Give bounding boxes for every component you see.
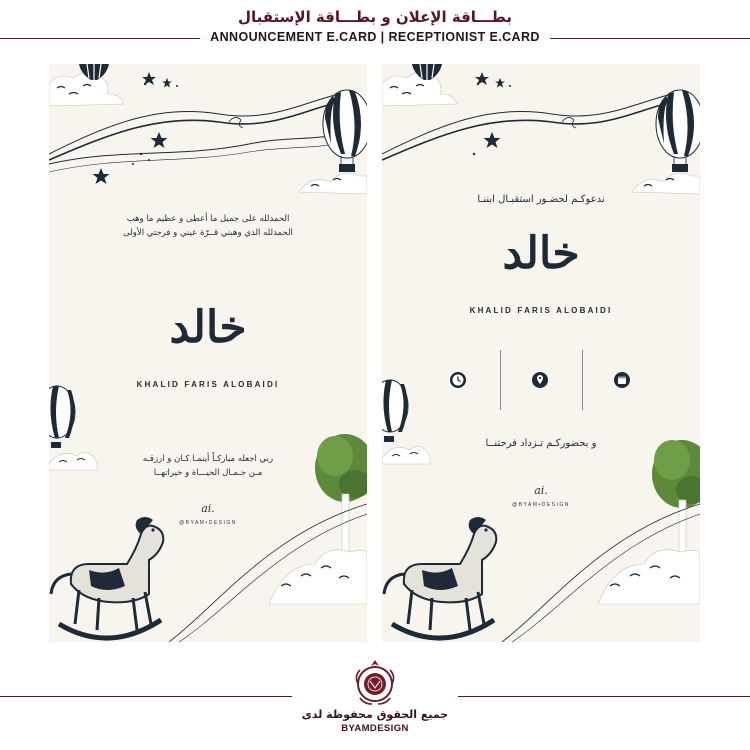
header-title-arabic: بطـــاقة الإعلان و بطـــاقة الإستقبال	[237, 8, 513, 26]
praise-line-1: الحمدلله على جميل ما أعطى و عظيم ما وهب	[126, 214, 290, 224]
page-header	[0, 0, 750, 52]
designer-signature: ai.	[534, 484, 548, 497]
announcement-card-artwork	[49, 64, 367, 642]
footer-divider-left	[0, 696, 292, 697]
blessing-line-2: مـن جـمـال الحيـــاة و خيراتهــا	[153, 468, 263, 478]
clock-icon	[428, 350, 488, 410]
hot-air-balloon-edge-icon	[49, 386, 75, 448]
footer-brand-name: BYAMDESIGN	[341, 723, 409, 734]
footer-divider-right	[458, 696, 750, 697]
rocking-horse-icon	[384, 517, 496, 638]
announcement-card	[49, 64, 367, 642]
cloud-icon	[632, 173, 700, 194]
baby-name-calligraphy: خالد	[502, 228, 580, 279]
hot-air-balloon-large-icon	[656, 90, 700, 172]
tree-icon	[315, 434, 367, 556]
event-details-row	[382, 350, 700, 410]
cloud-icon	[49, 72, 124, 106]
baby-name-calligraphy: خالد	[169, 302, 247, 353]
invite-line: ندعوكـم لحضـور استقبـال ابننـا	[477, 194, 605, 205]
cloud-icon	[299, 173, 367, 194]
designer-brand-small: @BYAM•DESIGN	[512, 502, 570, 508]
calendar-icon	[592, 350, 652, 410]
details-divider	[582, 350, 583, 410]
designer-signature: ai.	[201, 502, 215, 515]
baby-name-english: KHALID FARIS ALOBAIDI	[136, 380, 280, 389]
copyright-text-arabic: جميع الحقوق محفوظة لدى	[301, 708, 449, 721]
rocking-horse-icon	[51, 517, 163, 638]
baby-name-english: KHALID FARIS ALOBAIDI	[469, 306, 613, 315]
blessing-line-1: ربي اجعله مباركـاً أينمـا كـان و ارزقـه	[142, 454, 274, 464]
cloud-icon	[382, 72, 457, 106]
page-footer	[0, 652, 750, 750]
praise-line-2: الحمدلله الذي وهبني قــرّة عيني و فرحتي الأولى	[123, 228, 293, 238]
reception-card	[382, 64, 700, 642]
designer-brand-small: @BYAM•DESIGN	[179, 520, 237, 526]
wave-ribbons	[49, 94, 367, 172]
tree-icon	[652, 440, 700, 558]
crest-logo-icon	[350, 658, 400, 708]
details-divider	[500, 350, 501, 410]
location-pin-icon	[510, 350, 570, 410]
hot-air-balloon-large-icon	[323, 90, 367, 172]
cloud-hill-icon	[598, 550, 700, 604]
closing-line: و بحضوركـم تـزداد فرحتنــا	[485, 438, 597, 449]
header-title-english: ANNOUNCEMENT E.CARD | RECEPTIONIST E.CARD	[210, 30, 540, 44]
